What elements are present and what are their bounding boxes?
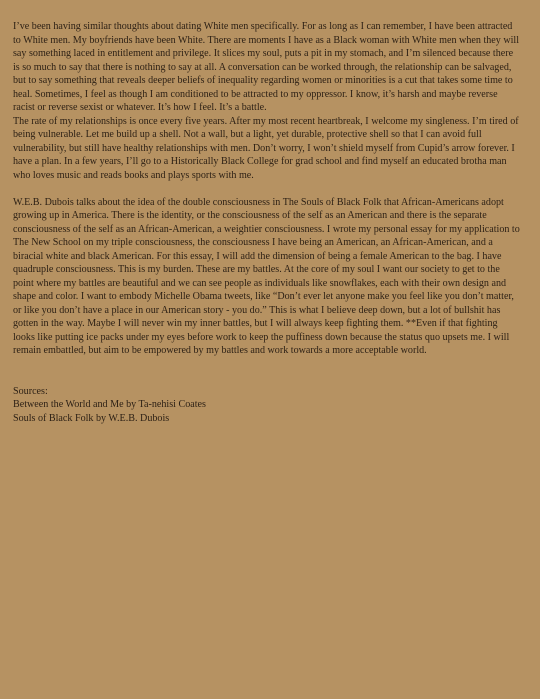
paragraph-spacer <box>13 182 521 196</box>
sources-section <box>13 385 521 426</box>
section-spacer <box>13 358 521 385</box>
sources-heading: Sources: <box>13 385 48 397</box>
source-item: Souls of Black Folk by W.E.B. Dubois <box>13 412 170 424</box>
source-item: Between the World and Me by Ta-nehisi Coates <box>13 399 206 410</box>
paragraph-dating: I’ve been having similar thoughts about dating White men specifically. For as long as I can remember, I have been attracted to White men. My boyfriends have been White. There are moments I have as a Black woman with White men when they will say something laced in entitlement and privilege. It slices my soul, puts a pit in my stomach, and I’m silenced because there is so much to say that there is nothing to say at all. A conversation can be worked through, the relationship can be salvaged, but to say something that reveals deeper beliefs of inequality regarding women or minorities is a cut that takes some time to heal. Sometimes, I feel as though I am conditioned to be attracted to my oppressor. I know, it’s harsh and maybe reverse racist or reverse sexist or whatever. It’s how I feel. It’s a battle. <box>13 21 520 113</box>
paragraph-double-consciousness: W.E.B. Dubois talks about the idea of the double consciousness in The Souls of Black Folk that African-Americans adopt growing up in America. There is the identity, or the consciousness of the self as an American and there is the separate consciousness of the self as an African-American, a weightier consciousness. I wrote my personal essay for my application to The New School on my triple consciousness, the consciousness I have being an American, an African-American, and a biracial white and black American. For this essay, I will add the dimension of being a female American to the bag. I have quadruple consciousness. This is my burden. These are my battles. At the core of my soul I want our society to get to the point where my battles are beautiful and we can see people as individuals like snowflakes, each with their own design and shape and color. I want to embody Michelle Obama tweets, like “Don’t ever let anyone make you feel like you don’t matter, or like you don’t have a place in our American story - you do.” This is what I believe deep down, but a lot of bullshit has gotten in the way. Maybe I will never win my inner battles, but I will always keep fighting them. **Even if that fighting looks like putting ice packs under my eyes before work to keep the puffiness down because the status quo upsets me. I will remain embattled, but aim to be empowered by my battles and work towards a more acceptable world. <box>13 196 520 356</box>
paragraph-relationships: The rate of my relationships is once every five years. After my most recent heartbreak, I welcome my singleness. I’m tired of being vulnerable. Let me build up a shell. Not a wall, but a light, yet durable, protective shell so that I can avoid full vulnerability, but still have healthy relationships with men. Don’t worry, I won’t shield myself from Cupid’s arrow forever. I have a plan. In a few years, I’ll go to a Historically Black College for grad school and find myself an educated brotha man who loves music and reads books and plays sports with me. <box>13 115 519 181</box>
document-page <box>13 20 521 425</box>
